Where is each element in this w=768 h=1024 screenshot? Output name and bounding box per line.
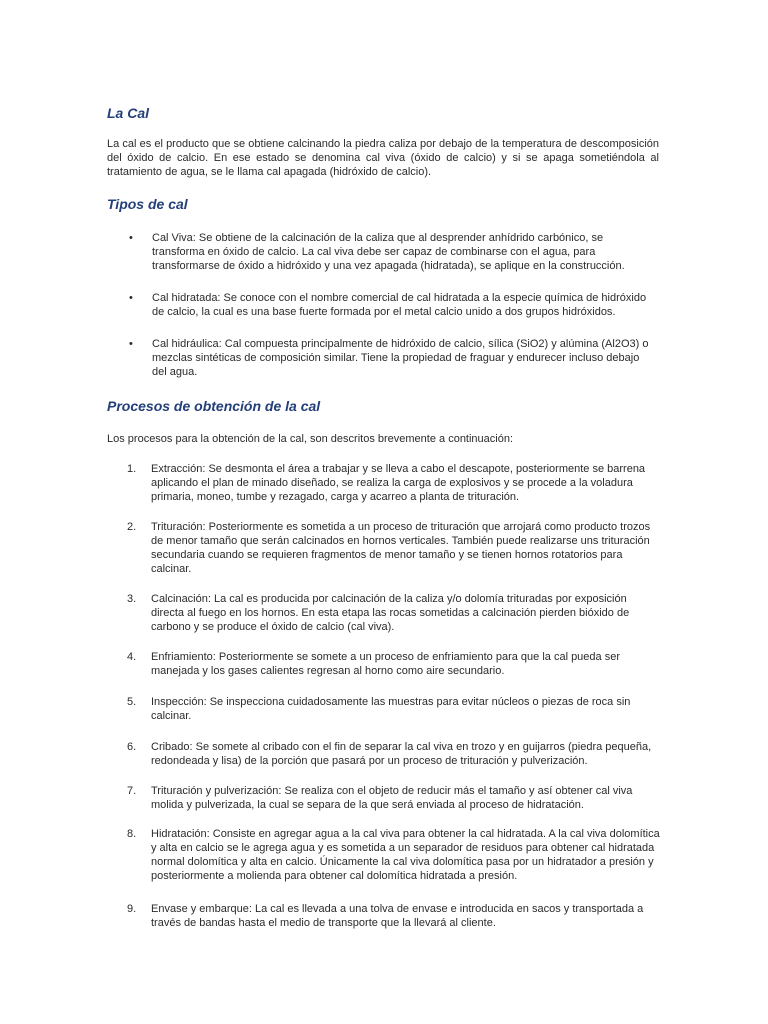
list-item-text: Enfriamiento: Posteriormente se somete a un proceso de enfriamiento para que la cal pueda ser manejada y los gases calientes regresan al horno como aire secundario. — [151, 651, 620, 677]
list-item-text: Hidratación: Consiste en agregar agua a la cal viva para obtener la cal hidratada. A la cal viva dolomítica y alta en calcio se le agrega agua y es sometida a un separador de residuos para obtener cal hidratada normal dolomítica y alta en calcio. Únicamente la cal viva dolomítica pasa por un hidratador a presión y posteriormente a molienda para obtener cal dolomítica hidratada a presión. — [151, 828, 660, 882]
page-title: La Cal — [107, 105, 150, 121]
list-item-number: 7. — [127, 785, 137, 797]
list-item-number: 1. — [127, 463, 137, 475]
section-heading-procesos: Procesos de obtención de la cal — [107, 398, 321, 414]
bullet-icon: • — [129, 232, 133, 244]
list-item-text: Trituración y pulverización: Se realiza con el objeto de reducir más el tamaño y así obtener cal viva molida y pulverizada, la cual se separa de la que será enviada al proceso de hidratación. — [151, 785, 633, 811]
list-item-text: Envase y embarque: La cal es llevada a una tolva de envase e introducida en sacos y transportada a través de bandas hasta el medio de transporte que la llevará al cliente. — [151, 903, 644, 929]
list-item-text: Cribado: Se somete al cribado con el fin de separar la cal viva en trozo y en guijarros (piedra pequeña, redondeada y lisa) de la porción que pasará por un proceso de trituración y pulverización. — [151, 741, 652, 767]
list-item-text: Calcinación: La cal es producida por calcinación de la caliza y/o dolomía trituradas por exposición directa al fuego en los hornos. En esta etapa las rocas sometidas a calcinación pierden bióxido de carbono y se produce el óxido de calcio (cal viva). — [151, 593, 630, 633]
list-item-number: 3. — [127, 593, 137, 605]
list-item-number: 8. — [127, 828, 137, 840]
list-item-number: 2. — [127, 521, 137, 533]
list-item-number: 4. — [127, 651, 137, 663]
list-item-text: Cal Viva: Se obtiene de la calcinación de la caliza que al desprender anhídrido carbónico, se transforma en óxido de calcio. La cal viva debe ser capaz de combinarse con el agua, para transformarse de óxido a hidróxido y una vez apagada (hidratada), se aplique en la construcción. — [152, 232, 625, 272]
intro-paragraph: La cal es el producto que se obtiene calcinando la piedra caliza por debajo de la temperatura de descomposición del óxido de calcio. En ese estado se denomina cal viva (óxido de calcio) y si se apaga sometiéndola al tratamiento de agua, se le llama cal apagada (hidróxido de calcio). — [107, 138, 659, 178]
list-item-number: 6. — [127, 741, 137, 753]
list-item-number: 5. — [127, 696, 137, 708]
list-item-number: 9. — [127, 903, 137, 915]
list-item-text: Cal hidráulica: Cal compuesta principalmente de hidróxido de calcio, sílica (SiO2) y alúmina (Al2O3) o mezclas sintéticas de composición similar. Tiene la propiedad de fraguar y endurecer incluso debajo del agua. — [152, 338, 649, 378]
list-item-text: Inspección: Se inspecciona cuidadosamente las muestras para evitar núcleos o piezas de roca sin calcinar. — [151, 696, 631, 722]
list-item-text: Extracción: Se desmonta el área a trabajar y se lleva a cabo el descapote, posteriormente se barrena aplicando el plan de minado diseñado, se realiza la carga de explosivos y se procede a la voladura primaria, moneo, tumbe y rezagado, carga y acarreo a planta de trituración. — [151, 463, 646, 503]
list-item-text: Cal hidratada: Se conoce con el nombre comercial de cal hidratada a la especie química de hidróxido de calcio, la cual es una base fuerte formada por el metal calcio unido a dos grupos hidróxidos. — [152, 292, 647, 318]
bullet-icon: • — [129, 338, 133, 350]
procesos-intro: Los procesos para la obtención de la cal, son descritos brevemente a continuación: — [107, 433, 514, 445]
list-item-text: Trituración: Posteriormente es sometida a un proceso de trituración que arrojará como producto trozos de menor tamaño que serán calcinados en hornos verticales. También puede realizarse uns trituración secundaria cuando se requieren fragmentos de menor tamaño y se tienen hornos rotatorios para calcinar. — [151, 521, 651, 575]
bullet-icon: • — [129, 292, 133, 304]
section-heading-tipos: Tipos de cal — [107, 196, 188, 212]
